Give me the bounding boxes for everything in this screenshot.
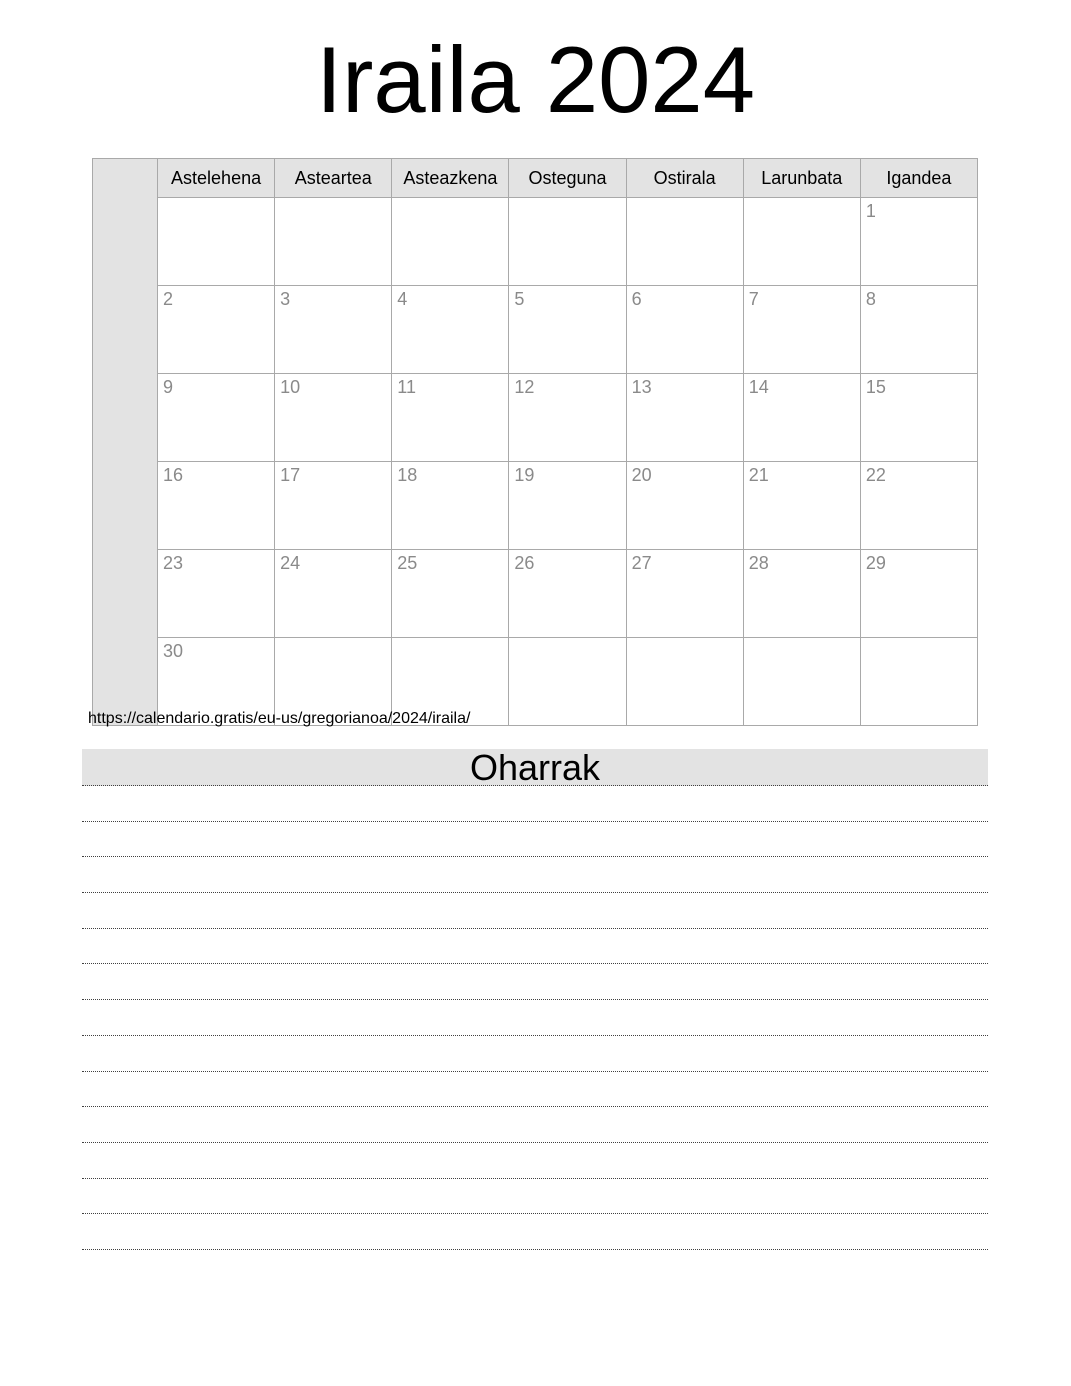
week-row-3 xyxy=(93,374,978,462)
week-row-5 xyxy=(93,550,978,638)
day-cell-1: 1 xyxy=(860,198,977,286)
calendar-header-row xyxy=(93,159,978,198)
note-line xyxy=(82,857,988,893)
page-title: Iraila 2024 xyxy=(316,27,755,132)
week-row-2 xyxy=(93,286,978,374)
day-cell-15: 15 xyxy=(860,374,977,462)
notes-heading: Oharrak xyxy=(469,747,601,788)
day-cell-20: 20 xyxy=(626,462,743,550)
day-header-asteazkena: Asteazkena xyxy=(392,159,509,198)
day-cell-24: 24 xyxy=(275,550,392,638)
day-cell-empty xyxy=(626,638,743,726)
day-cell-22: 22 xyxy=(860,462,977,550)
day-cell-3: 3 xyxy=(275,286,392,374)
day-cell-empty xyxy=(743,638,860,726)
notes-heading-bar xyxy=(82,749,988,786)
day-cell-28: 28 xyxy=(743,550,860,638)
day-cell-21: 21 xyxy=(743,462,860,550)
day-header-larunbata: Larunbata xyxy=(743,159,860,198)
source-url: https://calendario.gratis/eu-us/gregorianoa/2024/iraila/ xyxy=(88,710,471,727)
day-cell-2: 2 xyxy=(158,286,275,374)
day-cell-empty xyxy=(860,638,977,726)
day-cell-empty xyxy=(509,638,626,726)
day-cell-5: 5 xyxy=(509,286,626,374)
day-cell-empty xyxy=(626,198,743,286)
note-line xyxy=(82,786,988,822)
day-cell-16: 16 xyxy=(158,462,275,550)
day-cell-6: 6 xyxy=(626,286,743,374)
day-cell-10: 10 xyxy=(275,374,392,462)
day-cell-23: 23 xyxy=(158,550,275,638)
day-cell-12: 12 xyxy=(509,374,626,462)
day-header-osteguna: Osteguna xyxy=(509,159,626,198)
note-line xyxy=(82,1000,988,1036)
day-cell-empty xyxy=(392,198,509,286)
day-cell-26: 26 xyxy=(509,550,626,638)
day-header-astelehena: Astelehena xyxy=(158,159,275,198)
day-cell-18: 18 xyxy=(392,462,509,550)
day-cell-14: 14 xyxy=(743,374,860,462)
day-cell-empty xyxy=(509,198,626,286)
day-cell-27: 27 xyxy=(626,550,743,638)
note-line xyxy=(82,1214,988,1250)
day-cell-8: 8 xyxy=(860,286,977,374)
day-header-igandea: Igandea xyxy=(860,159,977,198)
calendar-corner-cell xyxy=(93,159,158,726)
notes-lines xyxy=(82,786,988,1250)
note-line xyxy=(82,1107,988,1143)
note-line xyxy=(82,964,988,1000)
note-line xyxy=(82,1179,988,1215)
day-cell-19: 19 xyxy=(509,462,626,550)
note-line xyxy=(82,1036,988,1072)
day-header-ostirala: Ostirala xyxy=(626,159,743,198)
day-cell-4: 4 xyxy=(392,286,509,374)
note-line xyxy=(82,893,988,929)
week-row-1 xyxy=(93,198,978,286)
day-cell-9: 9 xyxy=(158,374,275,462)
calendar-table xyxy=(92,158,978,726)
note-line xyxy=(82,822,988,858)
day-cell-empty xyxy=(275,198,392,286)
note-line xyxy=(82,1143,988,1179)
day-cell-empty xyxy=(158,198,275,286)
day-cell-25: 25 xyxy=(392,550,509,638)
note-line xyxy=(82,1072,988,1108)
day-header-asteartea: Asteartea xyxy=(275,159,392,198)
day-cell-7: 7 xyxy=(743,286,860,374)
day-cell-11: 11 xyxy=(392,374,509,462)
day-cell-empty xyxy=(743,198,860,286)
day-cell-17: 17 xyxy=(275,462,392,550)
day-cell-29: 29 xyxy=(860,550,977,638)
week-row-4 xyxy=(93,462,978,550)
day-cell-30: 30 xyxy=(158,638,275,726)
day-cell-13: 13 xyxy=(626,374,743,462)
note-line xyxy=(82,929,988,965)
